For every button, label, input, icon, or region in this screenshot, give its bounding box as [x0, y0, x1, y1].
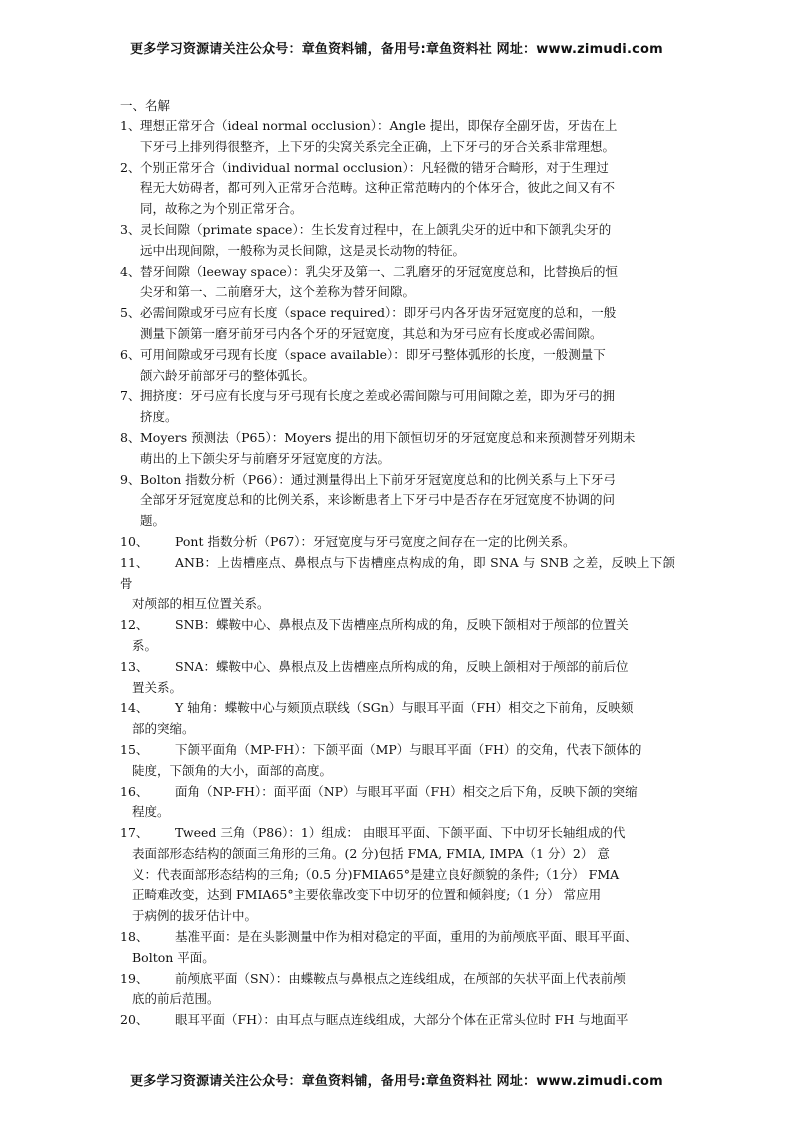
item-text-line: 部的突缩。 [132, 721, 195, 737]
item-number: 1、 [120, 118, 141, 133]
item-text-line: 同，故称之为个别正常牙合。 [140, 201, 303, 217]
list-item [120, 116, 675, 158]
item-text-line: SNA：蝶鞍中心、鼻根点及上齿槽座点所构成的角，反映上颌相对于颅部的前后位 [175, 658, 629, 674]
item-number: 12、 [120, 617, 149, 633]
list-item [120, 615, 675, 657]
item-text-line: 萌出的上下颌尖牙与前磨牙牙冠宽度的方法。 [140, 450, 391, 466]
item-text-line: 测量下颌第一磨牙前牙弓内各个牙的牙冠宽度，其总和为牙弓应有长度或必需间隙。 [140, 325, 603, 341]
item-text-line: 义：代表面部形态结构的三角;（0.5 分)FMIA65°是建立良好颜貌的条件;（1分） FMA [132, 866, 620, 882]
list-item [120, 470, 675, 532]
item-text-line: Y 轴角：蝶鞍中心与颏顶点联线（SGn）与眼耳平面（FH）相交之下前角，反映颏 [175, 700, 634, 716]
item-text-line: Bolton 指数分析（P66）：通过测量得出上下前牙牙冠宽度总和的比例关系与上下牙弓 [140, 471, 616, 487]
header-banner: 更多学习资源请关注公众号：章鱼资料铺，备用号:章鱼资料社 网址：www.zimudi.com [130, 42, 663, 57]
item-number: 11、 [120, 554, 149, 570]
list-item [120, 1010, 675, 1031]
item-text-line: 对颅部的相互位置关系。 [132, 596, 270, 612]
item-number: 13、 [120, 658, 149, 674]
list-item [120, 698, 675, 740]
item-text-line: 于病例的拔牙估计中。 [132, 908, 258, 924]
item-text-line: 灵长间隙（primate space）：生长发育过程中，在上颌乳尖牙的近中和下颌乳尖牙的 [140, 221, 612, 237]
item-number: 19、 [120, 970, 149, 986]
item-number: 17、 [120, 825, 149, 841]
item-text-line: SNB：蝶鞍中心、鼻根点及下齿槽座点所构成的角，反映下颌相对于颅部的位置关 [175, 617, 629, 633]
item-text-line: Pont 指数分析（P67）：牙冠宽度与牙弓宽度之间存在一定的比例关系。 [175, 533, 576, 549]
list-item [120, 740, 675, 782]
item-text-line: ANB：上齿槽座点、鼻根点与下齿槽座点构成的角，即 SNA 与 SNB 之差，反映上下颌骨 [120, 554, 675, 591]
list-item [120, 220, 675, 262]
item-number: 7、 [120, 388, 141, 404]
list-item [120, 345, 675, 387]
definition-list [120, 116, 675, 1031]
section-heading: 一、名解 [120, 98, 171, 113]
item-text-line: 尖牙和第一、二前磨牙大，这个差称为替牙间隙。 [140, 284, 416, 300]
item-text-line: 题。 [140, 513, 166, 529]
list-item [120, 782, 675, 824]
list-item [120, 303, 675, 345]
item-text-line: 程度。 [132, 804, 170, 820]
item-text-line: Bolton 平面。 [132, 949, 215, 965]
item-text-line: 下颌平面角（MP-FH）：下颌平面（MP）与眼耳平面（FH）的交角，代表下颌体的 [175, 741, 642, 757]
item-text-line: 表面部形态结构的颌面三角形的三角。(2 分)包括 FMA, FMIA, IMPA（1 分）2） 意 [132, 845, 610, 861]
list-item [120, 657, 675, 699]
item-text-line: 系。 [132, 637, 158, 653]
list-item [120, 532, 675, 553]
item-number: 14、 [120, 700, 149, 716]
document-body [120, 96, 675, 1031]
item-text-line: Tweed 三角（P86）：1）组成： 由眼耳平面、下颌平面、下中切牙长轴组成的代 [175, 825, 626, 841]
item-number: 16、 [120, 783, 149, 799]
item-text-line: 置关系。 [132, 679, 183, 695]
list-item [120, 969, 675, 1011]
item-text-line: 陡度，下颌角的大小，面部的高度。 [132, 762, 333, 778]
list-item [120, 823, 675, 927]
item-text-line: 拥挤度：牙弓应有长度与牙弓现有长度之差或必需间隙与可用间隙之差，即为牙弓的拥 [140, 388, 616, 404]
item-number: 4、 [120, 263, 141, 279]
item-text-line: 可用间隙或牙弓现有长度（space available）：即牙弓整体弧形的长度，一般测量下 [140, 346, 606, 362]
item-text-line: Moyers 预测法（P65）：Moyers 提出的用下颌恒切牙的牙冠宽度总和来预测替牙列期未 [140, 429, 636, 445]
list-item [120, 553, 675, 615]
list-item [120, 927, 675, 969]
item-text-line: 底的前后范围。 [132, 991, 220, 1007]
item-text-line: 理想正常牙合（ideal normal occlusion）：Angle 提出，即保存全副牙齿，牙齿在上 [140, 118, 618, 133]
item-number: 2、 [120, 159, 141, 175]
item-text-line: 颌六龄牙前部牙弓的整体弧长。 [140, 367, 316, 383]
item-number: 20、 [120, 1012, 149, 1028]
list-item [120, 428, 675, 470]
item-number: 15、 [120, 741, 149, 757]
item-number: 10、 [120, 533, 149, 549]
item-text-line: 下牙弓上排列得很整齐，上下牙的尖窝关系完全正确，上下牙弓的牙合关系非常理想。 [140, 138, 616, 154]
item-text-line: 眼耳平面（FH）：由耳点与眶点连线组成，大部分个体在正常头位时 FH 与地面平 [175, 1012, 629, 1028]
item-number: 9、 [120, 471, 141, 487]
item-text-line: 前颅底平面（SN）：由蝶鞍点与鼻根点之连线组成，在颅部的矢状平面上代表前颅 [175, 970, 626, 986]
item-text-line: 全部牙牙冠宽度总和的比例关系，来诊断患者上下牙弓中是否存在牙冠宽度不协调的问 [140, 492, 616, 508]
list-item [120, 158, 675, 220]
item-text-line: 基准平面：是在头影测量中作为相对稳定的平面，重用的为前颅底平面、眼耳平面、 [175, 929, 638, 945]
item-text-line: 面角（NP-FH）：面平面（NP）与眼耳平面（FH）相交之后下角，反映下颌的突缩 [175, 783, 638, 799]
list-item [120, 262, 675, 304]
item-text-line: 必需间隙或牙弓应有长度（space required）：即牙弓内各牙齿牙冠宽度的总和，一般 [140, 305, 617, 321]
item-text-line: 个别正常牙合（individual normal occlusion）：凡轻微的错牙合畸形，对于生理过 [140, 159, 609, 175]
item-text-line: 替牙间隙（leeway space）：乳尖牙及第一、二乳磨牙的牙冠宽度总和，比替换后的恒 [140, 263, 618, 279]
item-text-line: 程无大妨碍者，都可列入正常牙合范畴。这种正常范畴内的个体牙合，彼此之间又有不 [140, 180, 616, 196]
item-number: 5、 [120, 305, 141, 321]
footer-banner: 更多学习资源请关注公众号：章鱼资料铺，备用号:章鱼资料社 网址：www.zimudi.com [130, 1074, 663, 1089]
item-number: 6、 [120, 346, 141, 362]
item-number: 18、 [120, 929, 149, 945]
item-text-line: 正畸难改变，达到 FMIA65°主要依靠改变下中切牙的位置和倾斜度;（1 分） 常应用 [132, 887, 602, 903]
list-item [120, 386, 675, 428]
item-text-line: 远中出现间隙，一般称为灵长间隙，这是灵长动物的特征。 [140, 242, 466, 258]
item-text-line: 挤度。 [140, 409, 178, 425]
item-number: 3、 [120, 221, 141, 237]
item-number: 8、 [120, 429, 141, 445]
